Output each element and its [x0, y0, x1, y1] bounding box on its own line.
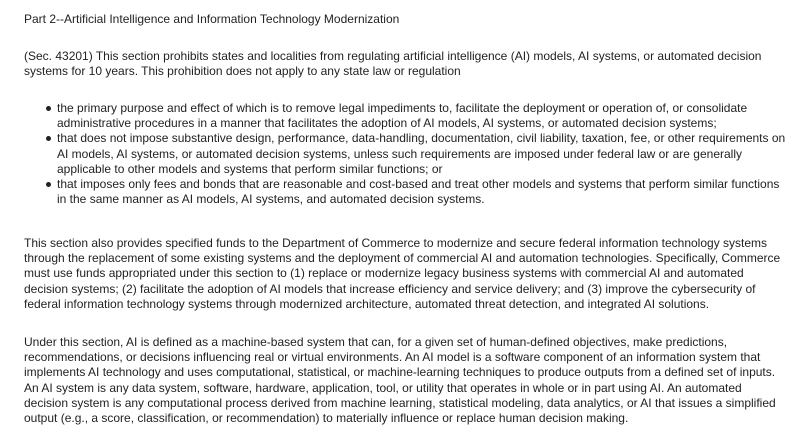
section-heading: Part 2--Artificial Intelligence and Information Technology Modernization	[24, 12, 400, 26]
intro-paragraph: (Sec. 43201) This section prohibits states and localities from regulating artificial intelligence (AI) models, AI systems, or automated decision systems for 10 years. This prohibition does not apply to any state law or regulation	[24, 49, 762, 79]
definitions-paragraph: Under this section, AI is defined as a machine-based system that can, for a given set of human-defined objectives, make predictions, recommendations, or decisions influencing real or virtual environments. An AI model is a software component of an information system that implements AI technology and uses computational, statistical, or machine-learning techniques to produce outputs from a defined set of inputs. An AI system is any data system, software, hardware, application, tool, or utility that operates in whole or in part using AI. An automated decision system is any computational process derived from machine learning, statistical modeling, data analytics, or AI that issues a simplified output (e.g., a score, classification, or recommendation) to materially influence or replace human decision making.	[24, 335, 776, 426]
funding-paragraph: This section also provides specified funds to the Department of Commerce to modernize and secure federal information technology systems through the replacement of some existing systems and the deployment of commercial AI and automation technologies. Specifically, Commerce must use funds appropriated under this section to (1) replace or modernize legacy business systems with commercial AI and automated decision systems; (2) facilitate the adoption of AI models that increase efficiency and service delivery; and (3) improve the cybersecurity of federal information technology systems through modernized architecture, automated threat detection, and integrated AI solutions.	[24, 236, 781, 311]
list-item: that does not impose substantive design, performance, data-handling, documentation, civil liability, taxation, fee, or other requirements on AI models, AI systems, or automated decision systems, unless such requirements are imposed under federal law or are generally applicable to other models and systems that perform similar functions; or	[57, 131, 789, 177]
list-item: that imposes only fees and bonds that are reasonable and cost-based and treat other models and systems that perform similar functions in the same manner as AI models, AI systems, and automated decision systems.	[57, 177, 789, 207]
exception-list	[24, 101, 789, 207]
list-item: the primary purpose and effect of which is to remove legal impediments to, facilitate the deployment or operation of, or consolidate administrative procedures in a manner that facilitates the adoption of AI models, AI systems, or automated decision systems;	[57, 101, 789, 131]
